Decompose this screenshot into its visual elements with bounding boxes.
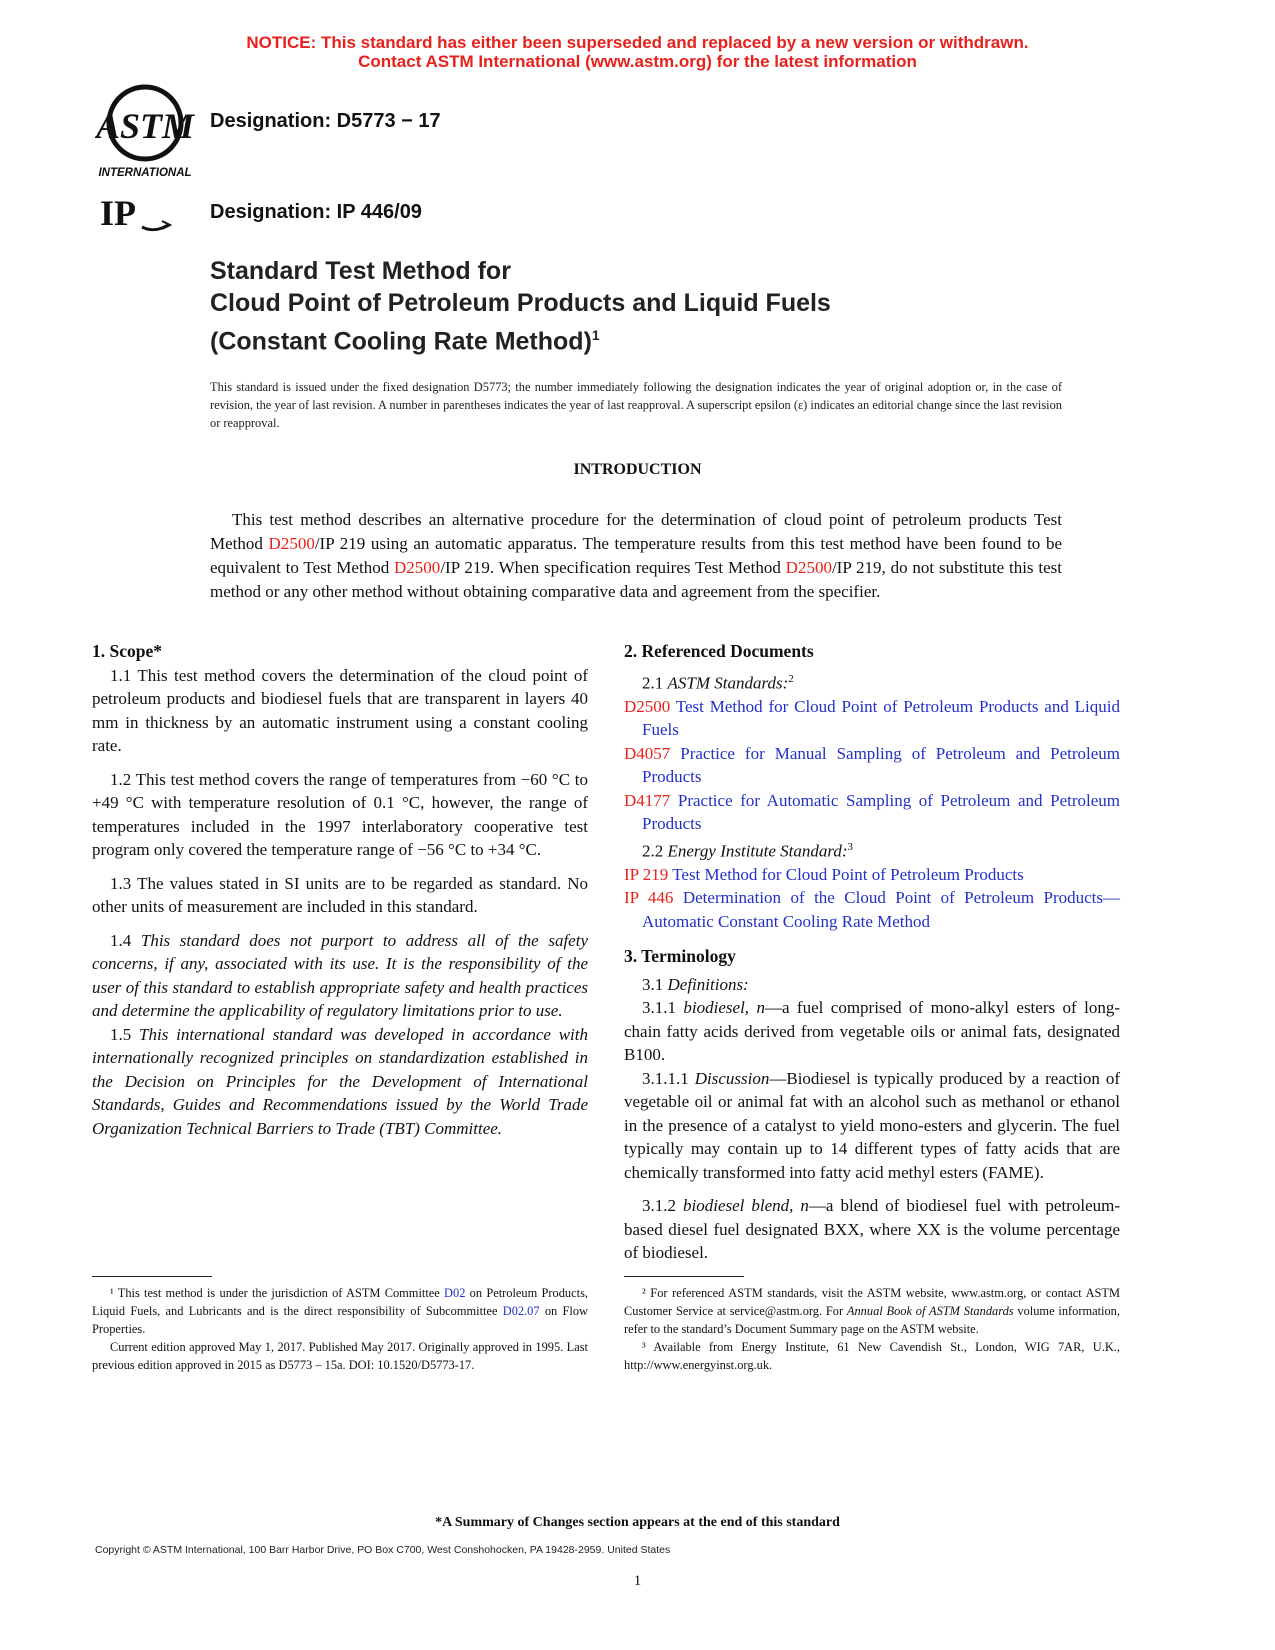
section-1-4 (92, 929, 588, 1023)
section-number: 3.1.1.1 (642, 1068, 695, 1088)
section-1-2: 1.2 This test method covers the range of temperatures from −60 °C to +49 °C with temperature resolution of 0.1 °C, however, the range of temperatures included in the 1997 interlaboratory cooperative test program only covered the temperature range of −56 °C to +34 °C. (92, 769, 588, 859)
footnote-rule (624, 1276, 744, 1277)
section-3-1-1-1 (624, 1067, 1120, 1185)
footnote-rule (92, 1276, 212, 1277)
copyright-line: Copyright © ASTM International, 100 Barr Harbor Drive, PO Box C700, West Conshohocken, PA 19428-2959. United States (95, 1544, 671, 1556)
definition: —a blend of biodiesel fuel with petroleum-based diesel fuel designated BXX, where XX is the volume percentage of biodiesel. (624, 1196, 1120, 1263)
section-1-heading: 1. Scope* (92, 641, 162, 661)
link-committee-d02[interactable]: D02 (444, 1286, 466, 1300)
intro-text: /IP 219, do not substitute this test method or any other method without obtaining comparative data and agreement from the specifier. (210, 558, 1062, 601)
document-title (210, 255, 831, 357)
left-column (92, 640, 588, 1140)
section-number: 3.1.1 (642, 998, 684, 1018)
reference-code-link[interactable]: IP 219 (624, 864, 669, 884)
footnote-mark: 3 (847, 840, 854, 853)
intro-text: /IP 219. When specification requires Test Method (440, 558, 786, 577)
reference-item (624, 886, 1120, 933)
footnote-mark: 2 (788, 672, 794, 685)
page-number: 1 (633, 1573, 642, 1589)
reference-title-link[interactable]: Practice for Automatic Sampling of Petroleum and Petroleum Products (642, 790, 1120, 834)
reference-title-link[interactable]: Test Method for Cloud Point of Petroleum Products and Liquid Fuels (642, 696, 1120, 740)
section-3-1 (624, 973, 1120, 997)
section-2-1-text: ASTM Standards: (667, 673, 789, 693)
footnote-2 (624, 1284, 1120, 1338)
ei-standards-list (624, 863, 1120, 934)
title-line-3: (Constant Cooling Rate Method) (210, 327, 592, 356)
footnote-text: ² For referenced ASTM standards, visit the ASTM website, www.astm.org, or contact ASTM Customer Service at service@astm.org. For (624, 1286, 1120, 1318)
reference-title-link[interactable]: Determination of the Cloud Point of Petroleum Products—Automatic Constant Cooling Rate Method (642, 888, 1120, 931)
section-3-1-text: Definitions: (667, 974, 749, 994)
definition: —Biodiesel is typically produced by a reaction of vegetable oil or animal fat with an alcohol such as methanol or ethanol in the presence of a catalyst to yield mono-esters and glycerin. The fuel typically may contain up to 14 different types of fatty acids that are chemically transformed into fatty acid methyl esters (FAME). (624, 1068, 1120, 1182)
footnotes-left (92, 1276, 588, 1374)
energy-institute-ip-logo (98, 193, 176, 237)
introduction-paragraph (210, 508, 1062, 604)
reference-code-link[interactable]: IP 446 (624, 888, 674, 908)
reference-code-link[interactable]: D2500 (624, 696, 671, 716)
section-2-2-text: Energy Institute Standard: (667, 841, 848, 861)
section-3-heading: 3. Terminology (624, 946, 736, 967)
section-number: 3.1 (642, 974, 668, 994)
intro-text: This test method describes an alternative procedure for the determination of cloud point of petroleum products Test Method (210, 510, 1062, 553)
reference-item (624, 742, 1120, 789)
term: Discussion (694, 1068, 770, 1088)
term: biodiesel, n (683, 998, 765, 1018)
section-1-1: 1.1 This test method covers the determination of the cloud point of petroleum products and biodiesel fuels that are transparent in layers 40 mm in thickness by an automatic instrument using a constant cooling rate. (92, 665, 588, 755)
footnote-italic: Annual Book of ASTM Standards (846, 1304, 1014, 1318)
summary-of-changes-note: *A Summary of Changes section appears at the end of this standard (435, 1515, 840, 1530)
right-column (624, 640, 1120, 1265)
section-2-heading: 2. Referenced Documents (624, 641, 814, 661)
reference-item (624, 789, 1120, 836)
footnote-text: volume information, refer to the standard’s Document Summary page on the ASTM website. (624, 1304, 1120, 1336)
section-1-5-text: This international standard was developed in accordance with internationally recognized principles on standardization established in the Decision on Principles for the Development of International Standards, Guides and Recommendations issued by the World Trade Organization Technical Barriers to Trade (TBT) Committee. (92, 1024, 588, 1138)
introduction-heading: INTRODUCTION (573, 461, 702, 478)
link-d2500[interactable]: D2500 (268, 534, 315, 553)
footnote-text: ¹ This test method is under the jurisdiction of ASTM Committee (110, 1286, 445, 1300)
section-3-1-2 (624, 1194, 1120, 1265)
reference-code-link[interactable]: D4177 (624, 790, 671, 810)
superseded-notice (0, 33, 1275, 71)
link-subcommittee-d02-07[interactable]: D02.07 (502, 1304, 540, 1318)
notice-line-2: Contact ASTM International (www.astm.org) for the latest information (358, 52, 917, 71)
astm-logo-text: ASTM (95, 106, 195, 146)
section-1-4-text: This standard does not purport to address all of the safety concerns, if any, associated with its use. It is the responsibility of the user of this standard to establish appropriate safety and health practices and determine the applicability of regulatory limitations prior to use. (92, 930, 588, 1020)
definition: —a fuel comprised of mono-alkyl esters of long-chain fatty acids derived from vegetable oils or animal fats, designated B100. (624, 998, 1120, 1065)
notice-line-1: NOTICE: This standard has either been superseded and replaced by a new version or withdrawn. (246, 33, 1029, 52)
ip-logo-text: IP (100, 193, 136, 233)
footnote-text: on Flow Properties. (92, 1304, 588, 1336)
link-d2500[interactable]: D2500 (785, 558, 832, 577)
section-number: 1.5 (110, 1024, 140, 1044)
astm-designation: Designation: D5773 − 17 (210, 110, 441, 132)
section-number: 3.1.2 (642, 1196, 683, 1216)
section-number: 2.1 (642, 673, 668, 693)
astm-international-logo (95, 83, 199, 183)
astm-standards-list (624, 695, 1120, 836)
reference-code-link[interactable]: D4057 (624, 743, 671, 763)
footnote-3: ³ Available from Energy Institute, 61 New Cavendish St., London, WIG 7AR, U.K., http://www.energyinst.org.uk. (624, 1340, 1120, 1372)
ip-designation: Designation: IP 446/09 (210, 201, 422, 223)
section-2-1 (624, 668, 1120, 695)
title-line-2: Cloud Point of Petroleum Products and Liquid Fuels (210, 289, 831, 317)
section-1-3: 1.3 The values stated in SI units are to be regarded as standard. No other units of measurement are included in this standard. (92, 873, 588, 916)
reference-item (624, 695, 1120, 742)
section-2-2 (624, 836, 1120, 863)
footnote-1 (92, 1284, 588, 1338)
footnotes-right (624, 1276, 1120, 1374)
reference-title-link[interactable]: Test Method for Cloud Point of Petroleum Products (672, 864, 1024, 884)
intro-text: /IP 219 using an automatic apparatus. The temperature results from this test method have been found to be equivalent to Test Method (210, 534, 1062, 577)
section-number: 2.2 (642, 841, 668, 861)
reference-title-link[interactable]: Practice for Manual Sampling of Petroleum and Petroleum Products (642, 743, 1121, 787)
section-1-5 (92, 1023, 588, 1141)
reference-item (624, 863, 1120, 887)
section-3-1-1 (624, 996, 1120, 1067)
title-footnote-mark: 1 (591, 327, 600, 343)
footnote-1-edition: Current edition approved May 1, 2017. Published May 2017. Originally approved in 1995. Last previous edition approved in 2015 as D5773 – 15a. DOI: 10.1520/D5773-17. (92, 1340, 588, 1372)
footnote-text: on Petroleum Products, Liquid Fuels, and Lubricants and is the direct responsibility of Subcommittee (92, 1286, 588, 1318)
section-number: 1.4 (110, 930, 141, 950)
astm-logo-international-text: INTERNATIONAL (98, 167, 192, 179)
issuance-preamble: This standard is issued under the fixed designation D5773; the number immediately following the designation indicates the year of original adoption or, in the case of revision, the year of last revision. A number in parentheses indicates the year of last reapproval. A superscript epsilon (ε) indicates an editorial change since the last revision or reapproval. (210, 380, 1062, 430)
term: biodiesel blend, n (683, 1196, 809, 1216)
title-line-1: Standard Test Method for (210, 257, 511, 285)
link-d2500[interactable]: D2500 (394, 558, 441, 577)
